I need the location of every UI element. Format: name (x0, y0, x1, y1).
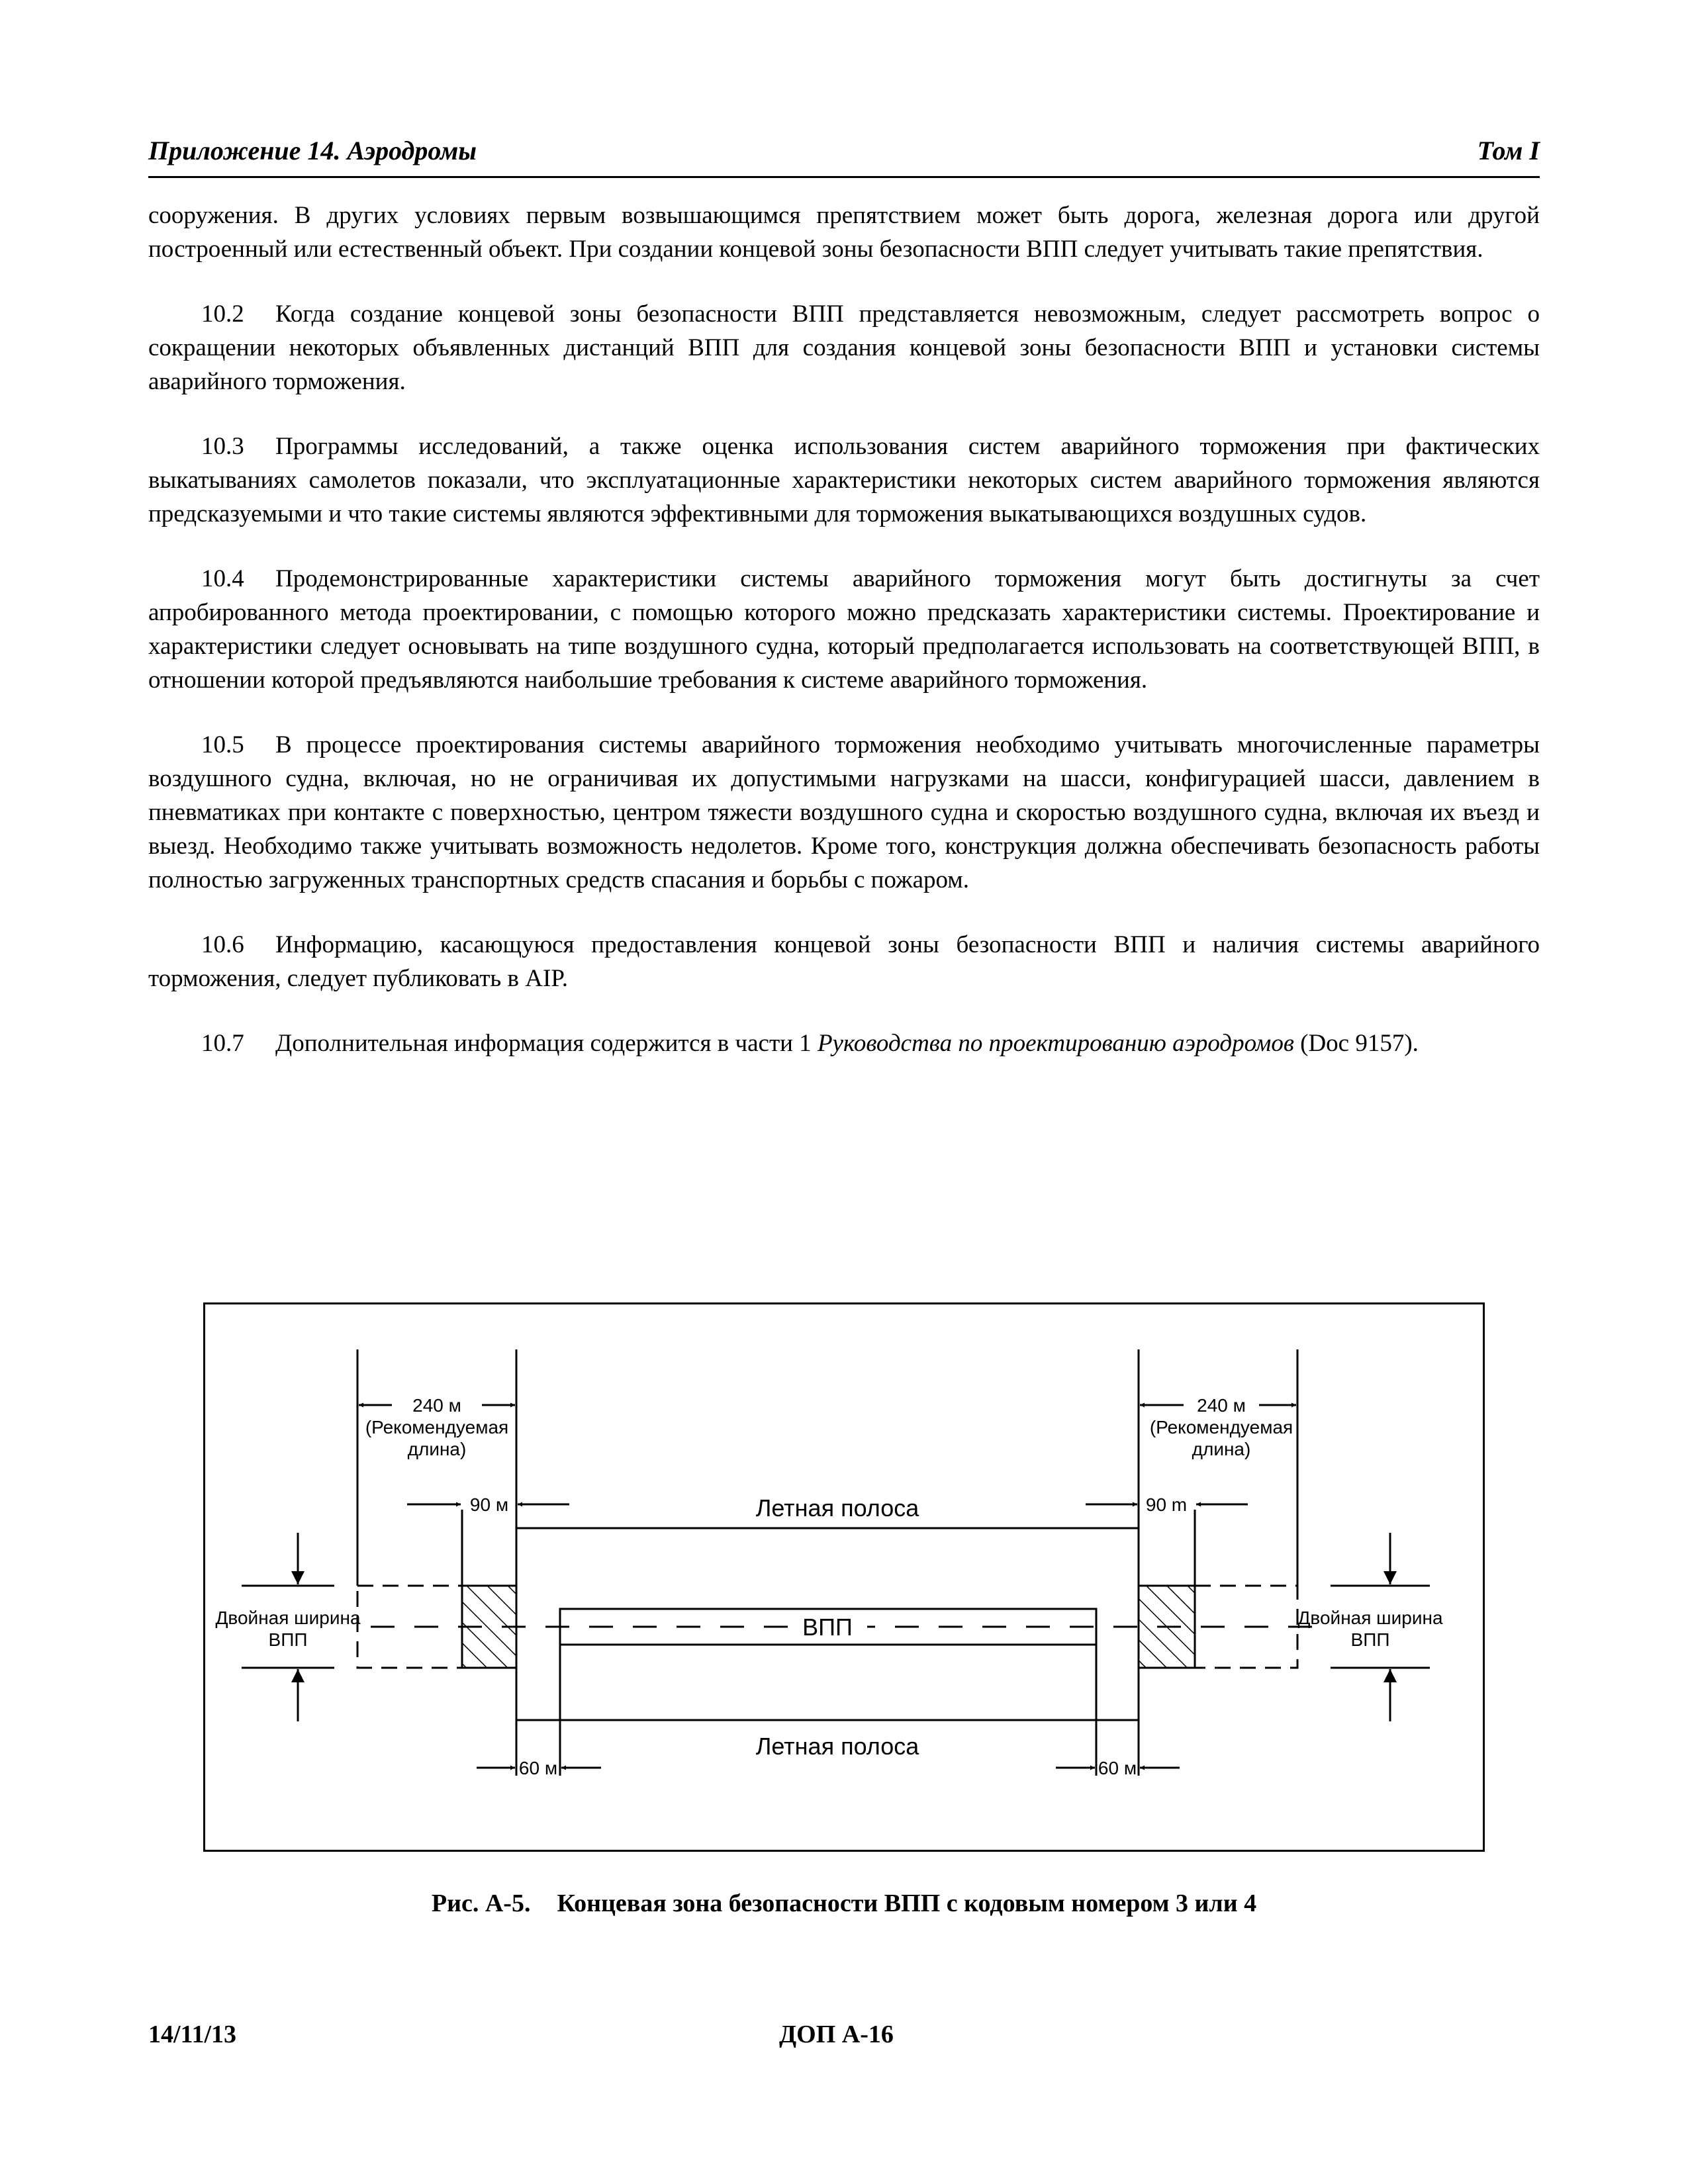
page-header (148, 130, 1540, 178)
paragraph-number: 10.6 (201, 931, 244, 958)
figure-number: Рис. А-5. (431, 1889, 531, 1917)
header-document-title: Приложение 14. Аэродромы (148, 136, 477, 165)
paragraph-text: Когда создание концевой зоны безопасности ВПП представляется невозможным, следует рассмотреть вопрос о сокращении некоторых объявленных дистанций ВПП для создания концевой зоны безопасности ВПП и установки системы аварийного торможения. (148, 300, 1540, 395)
right-width-runway-label: ВПП (1350, 1629, 1390, 1650)
paragraph-10-3 (148, 430, 1540, 531)
paragraph-text-after: (Doc 9157). (1293, 1030, 1419, 1057)
right-recommended-label: (Рекомендуемая (1149, 1417, 1293, 1437)
paragraph-number: 10.2 (201, 300, 244, 328)
strip-label-top: Летная полоса (755, 1494, 919, 1522)
paragraph-number: 10.5 (201, 731, 244, 758)
right-length-label: длина) (1192, 1439, 1251, 1459)
figure-title: Концевая зона безопасности ВПП с кодовым номером 3 или 4 (557, 1889, 1257, 1917)
page-footer (148, 2020, 1540, 2060)
paragraph-10-2 (148, 297, 1540, 398)
footer-page-number: ДОП А-16 (779, 2021, 894, 2048)
paragraph-10-7 (148, 1026, 1540, 1060)
footer-date: 14/11/13 (148, 2021, 237, 2048)
figure-frame (203, 1302, 1485, 1852)
paragraph-number: 10.4 (201, 565, 244, 592)
paragraph-text: Информацию, касающуюся предоставления концевой зоны безопасности ВПП и наличия системы аварийного торможения, следует публиковать в AIP. (148, 931, 1540, 992)
right-240-label: 240 м (1197, 1395, 1246, 1416)
paragraph-text: Программы исследований, а также оценка использования систем аварийного торможения при фактических выкатываниях самолетов показали, что эксплуатационные характеристики некоторых систем аварийного торможения являются предсказуемыми и что такие системы являются эффективными для торможения выкатывающихся воздушных судов. (148, 433, 1540, 527)
paragraph-number: 10.7 (201, 1030, 244, 1057)
paragraph-10-4 (148, 562, 1540, 697)
body-text (148, 199, 1540, 1091)
paragraph-number: 10.3 (201, 433, 244, 460)
paragraph-text: Продемонстрированные характеристики системы аварийного торможения могут быть достигнуты за счет апробированного метода проектировании, с помощью которого можно предсказать характеристики системы. Проектирование и характеристики следует основывать на типе воздушного судна, который предполагается использовать на соответствующей ВПП, в отношении которой предъявляются наибольшие требования к системе аварийного торможения. (148, 565, 1540, 694)
right-width-label: Двойная ширина (1297, 1608, 1443, 1628)
paragraph-text-before: Дополнительная информация содержится в части 1 (275, 1030, 818, 1057)
paragraph-10-6 (148, 928, 1540, 995)
strip-outline (516, 1349, 1139, 1720)
header-volume: Том I (1477, 136, 1540, 165)
left-60-label: 60 м (518, 1758, 558, 1778)
paragraph-text: сооружения. В других условиях первым возвышающимся препятствием может быть дорога, железная дорога или другой построенный или естественный объект. При создании концевой зоны безопасности ВПП следует учитывать такие препятствия. (148, 202, 1540, 263)
right-60-label: 60 м (1098, 1758, 1137, 1778)
paragraph-continuation (148, 199, 1540, 266)
manual-title: Руководства по проектированию аэродромов (817, 1030, 1294, 1057)
left-width-runway-label: ВПП (268, 1629, 308, 1650)
paragraph-10-5 (148, 728, 1540, 897)
left-width-label: Двойная ширина (215, 1608, 361, 1628)
left-240-label: 240 м (412, 1395, 461, 1416)
left-extension-lines (357, 1349, 1297, 1586)
left-recommended-label: (Рекомендуемая (365, 1417, 509, 1437)
strip-label-bottom: Летная полоса (755, 1733, 919, 1760)
left-length-label: длина) (407, 1439, 467, 1459)
paragraph-text: В процессе проектирования системы аварийного торможения необходимо учитывать многочисленные параметры воздушного судна, включая, но не ограничивая их допустимыми нагрузками на шасси, конфигурацией шасси, давлением в пневматиках при контакте с поверхностью, центром тяжести воздушного судна и скоростью воздушного судна, включая их въезд и выезд. Необходимо также учитывать возможность недолетов. Кроме того, конструкция должна обеспечивать безопасность работы полностью загруженных транспортных средств спасания и борьбы с пожаром. (148, 731, 1540, 893)
left-90-label: 90 м (469, 1494, 509, 1515)
runway-label: ВПП (802, 1614, 853, 1641)
right-90-label: 90 m (1145, 1494, 1188, 1515)
figure-caption (0, 1889, 1688, 1918)
resa-diagram (205, 1304, 1483, 1850)
